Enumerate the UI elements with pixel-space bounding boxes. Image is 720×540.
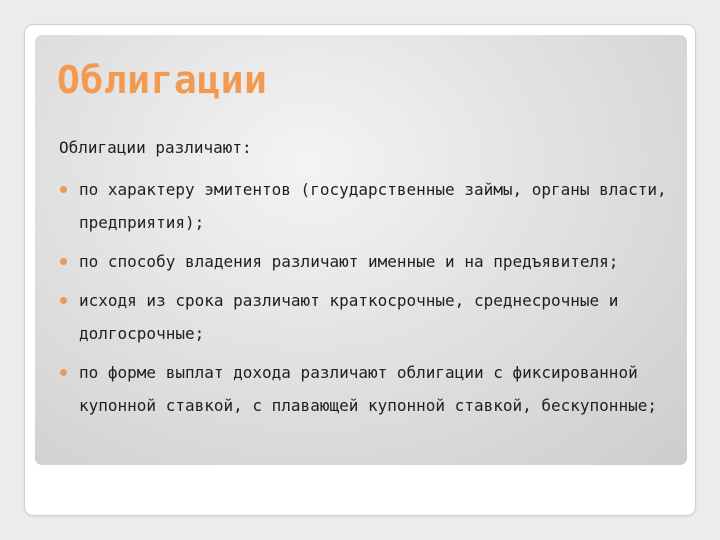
list-item <box>59 284 675 350</box>
bullet-dot-icon <box>60 369 67 376</box>
list-item-text: по способу владения различают именные и на предъявителя; <box>79 252 619 271</box>
list-item-text: по характеру эмитентов (государственные займы, органы власти, предприятия); <box>79 180 667 232</box>
list-item-text: исходя из срока различают краткосрочные, среднесрочные и долгосрочные; <box>79 291 619 343</box>
content-panel <box>35 35 687 465</box>
bullet-dot-icon <box>60 258 67 265</box>
slide <box>24 24 696 516</box>
list-item <box>59 356 675 422</box>
bullet-dot-icon <box>60 186 67 193</box>
list-item <box>59 245 675 278</box>
slide-body <box>59 131 675 428</box>
intro-text: Облигации различают: <box>59 138 252 157</box>
bullet-dot-icon <box>60 297 67 304</box>
slide-title: Облигации <box>57 58 268 102</box>
list-item <box>59 173 675 239</box>
list-item-text: по форме выплат дохода различают облигации с фиксированной купонной ставкой, с плавающей купонной ставкой, бескупонные; <box>79 363 657 415</box>
bullet-list <box>59 173 675 422</box>
